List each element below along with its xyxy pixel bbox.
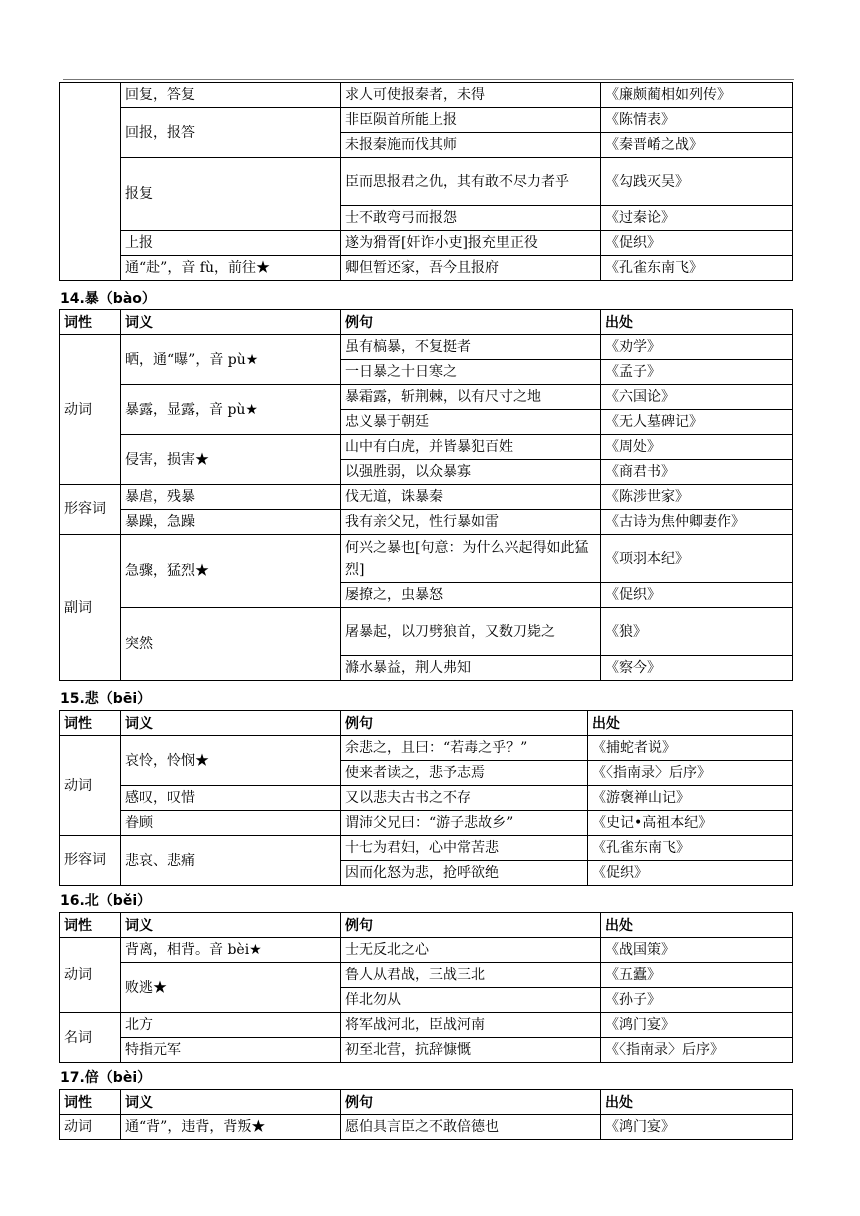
example-cell: 鲁人从君战，三战三北: [341, 963, 601, 988]
page-top-rule: [63, 79, 794, 80]
example-cell: 使来者读之，悲予志焉: [341, 761, 588, 786]
meaning-cell: 背离，相背。音 bèi★: [121, 938, 341, 963]
meaning-cell: 眷顾: [121, 811, 341, 836]
meaning-cell: 突然: [121, 608, 341, 681]
pos-cell: 动词: [60, 938, 121, 1013]
header-example: 例句: [341, 310, 601, 335]
source-cell: 《廉颇蔺相如列传》: [601, 83, 793, 108]
source-cell: 《〈指南录〉后序》: [601, 1038, 793, 1063]
example-cell: 暴霜露，斩荆棘，以有尺寸之地: [341, 385, 601, 410]
table-row: [60, 158, 793, 206]
source-cell: 《勾践灭吴》: [601, 158, 793, 206]
example-cell: 士无反北之心: [341, 938, 601, 963]
source-cell: 《〈指南录〉后序》: [588, 761, 793, 786]
source-cell: 《劝学》: [601, 335, 793, 360]
source-cell: 《战国策》: [601, 938, 793, 963]
header-pos: 词性: [60, 1090, 121, 1115]
example-cell: 一日暴之十日寒之: [341, 360, 601, 385]
table-bei-north: [59, 912, 793, 1063]
table-bei-sad: [59, 710, 793, 886]
source-cell: 《古诗为焦仲卿妻作》: [601, 510, 793, 535]
source-cell: 《陈情表》: [601, 108, 793, 133]
meaning-cell: 通“赴”，音 fù，前往★: [121, 256, 341, 281]
example-cell: 何兴之暴也[句意：为什么兴起得如此猛烈]: [341, 535, 601, 583]
example-cell: 山中有白虎，并皆暴犯百姓: [341, 435, 601, 460]
section-heading-bao: 14.暴（bào）: [60, 291, 156, 307]
table-row: [60, 963, 793, 988]
section-heading-bei-double: 17.倍（bèi）: [60, 1070, 152, 1086]
source-cell: 《五蠹》: [601, 963, 793, 988]
source-cell: 《史记•高祖本纪》: [588, 811, 793, 836]
header-meaning: 词义: [121, 711, 341, 736]
source-cell: 《游褒禅山记》: [588, 786, 793, 811]
example-cell: 卿但暂还家，吾今且报府: [341, 256, 601, 281]
table-bao: [59, 309, 793, 681]
example-cell: 虽有槁暴，不复挺者: [341, 335, 601, 360]
source-cell: 《无人墓碑记》: [601, 410, 793, 435]
meaning-cell: 回报，报答: [121, 108, 341, 158]
pos-cell: 副词: [60, 535, 121, 681]
header-source: 出处: [601, 1090, 793, 1115]
example-cell: 屠暴起，以刀劈狼首，又数刀毙之: [341, 608, 601, 656]
example-cell: 未报秦施而伐其师: [341, 133, 601, 158]
source-cell: 《孔雀东南飞》: [601, 256, 793, 281]
meaning-cell: 特指元军: [121, 1038, 341, 1063]
meaning-cell: 通“背”，违背，背叛★: [121, 1115, 341, 1140]
meaning-cell: 上报: [121, 231, 341, 256]
source-cell: 《孙子》: [601, 988, 793, 1013]
source-cell: 《鸿门宴》: [601, 1115, 793, 1140]
header-example: 例句: [341, 913, 601, 938]
section-heading-bei-sad: 15.悲（bēi）: [60, 691, 152, 707]
source-cell: 《促织》: [601, 231, 793, 256]
table-row: [60, 83, 793, 108]
table-row: [60, 1038, 793, 1063]
header-source: 出处: [601, 310, 793, 335]
meaning-cell: 哀怜，怜悯★: [121, 736, 341, 786]
section-heading-bei-north: 16.北（běi）: [60, 893, 152, 909]
table-row: [60, 1013, 793, 1038]
table-header-row: [60, 913, 793, 938]
example-cell: 愿伯具言臣之不敢倍德也: [341, 1115, 601, 1140]
table-header-row: [60, 1090, 793, 1115]
pos-cell: 动词: [60, 736, 121, 836]
source-cell: 《促织》: [588, 861, 793, 886]
pos-cell: 形容词: [60, 485, 121, 535]
meaning-cell: 暴露，显露，音 pù★: [121, 385, 341, 435]
meaning-cell: 暴虐，残暴: [121, 485, 341, 510]
table-row: [60, 786, 793, 811]
example-cell: 将军战河北，臣战河南: [341, 1013, 601, 1038]
table-row: [60, 435, 793, 460]
example-cell: 以强胜弱，以众暴寡: [341, 460, 601, 485]
example-cell: 十七为君妇，心中常苦悲: [341, 836, 588, 861]
example-cell: 臣而思报君之仇，其有敢不尽力者乎: [341, 158, 601, 206]
meaning-cell: 悲哀、悲痛: [121, 836, 341, 886]
pos-cell: 动词: [60, 335, 121, 485]
source-cell: 《项羽本纪》: [601, 535, 793, 583]
example-cell: 谓沛父兄曰：“游子悲故乡”: [341, 811, 588, 836]
header-source: 出处: [588, 711, 793, 736]
source-cell: 《过秦论》: [601, 206, 793, 231]
example-cell: 伐无道，诛暴秦: [341, 485, 601, 510]
table-row: [60, 811, 793, 836]
source-cell: 《捕蛇者说》: [588, 736, 793, 761]
source-cell: 《秦晋崤之战》: [601, 133, 793, 158]
pos-cell: 形容词: [60, 836, 121, 886]
example-cell: 又以悲夫古书之不存: [341, 786, 588, 811]
table-row: [60, 385, 793, 410]
table-row: [60, 335, 793, 360]
source-cell: 《鸿门宴》: [601, 1013, 793, 1038]
source-cell: 《周处》: [601, 435, 793, 460]
example-cell: 忠义暴于朝廷: [341, 410, 601, 435]
table-row: [60, 231, 793, 256]
meaning-cell: 北方: [121, 1013, 341, 1038]
meaning-cell: 报复: [121, 158, 341, 231]
header-source: 出处: [601, 913, 793, 938]
source-cell: 《六国论》: [601, 385, 793, 410]
table-bao-continued: [59, 82, 793, 281]
meaning-cell: 感叹，叹惜: [121, 786, 341, 811]
example-cell: 遂为猾胥[奸诈小吏]报充里正役: [341, 231, 601, 256]
table-row: [60, 510, 793, 535]
source-cell: 《孟子》: [601, 360, 793, 385]
header-meaning: 词义: [121, 310, 341, 335]
meaning-cell: 暴躁，急躁: [121, 510, 341, 535]
table-row: [60, 836, 793, 861]
table-row: [60, 608, 793, 656]
pos-cell: 动词: [60, 1115, 121, 1140]
meaning-cell: 败逃★: [121, 963, 341, 1013]
table-row: [60, 736, 793, 761]
example-cell: 余悲之，且曰：“若毒之乎？”: [341, 736, 588, 761]
example-cell: 求人可使报秦者，未得: [341, 83, 601, 108]
example-cell: 屡撩之，虫暴怒: [341, 583, 601, 608]
header-pos: 词性: [60, 913, 121, 938]
example-cell: 佯北勿从: [341, 988, 601, 1013]
example-cell: 非臣陨首所能上报: [341, 108, 601, 133]
meaning-cell: 侵害，损害★: [121, 435, 341, 485]
header-meaning: 词义: [121, 913, 341, 938]
table-row: [60, 485, 793, 510]
table-bei-double: [59, 1089, 793, 1140]
source-cell: 《陈涉世家》: [601, 485, 793, 510]
table-row: [60, 108, 793, 133]
pos-cell: 名词: [60, 1013, 121, 1063]
header-example: 例句: [341, 1090, 601, 1115]
header-meaning: 词义: [121, 1090, 341, 1115]
table-row: [60, 256, 793, 281]
table-row: [60, 535, 793, 583]
header-example: 例句: [341, 711, 588, 736]
header-pos: 词性: [60, 711, 121, 736]
source-cell: 《孔雀东南飞》: [588, 836, 793, 861]
source-cell: 《商君书》: [601, 460, 793, 485]
example-cell: 我有亲父兄，性行暴如雷: [341, 510, 601, 535]
table-row: [60, 1115, 793, 1140]
header-pos: 词性: [60, 310, 121, 335]
source-cell: 《狼》: [601, 608, 793, 656]
meaning-cell: 晒，通“曝”，音 pù★: [121, 335, 341, 385]
example-cell: 滌水暴益，荆人弗知: [341, 656, 601, 681]
source-cell: 《促织》: [601, 583, 793, 608]
table-header-row: [60, 711, 793, 736]
source-cell: 《察今》: [601, 656, 793, 681]
meaning-cell: 急骤，猛烈★: [121, 535, 341, 608]
table-row: [60, 938, 793, 963]
example-cell: 初至北营，抗辞慷慨: [341, 1038, 601, 1063]
example-cell: 士不敢弯弓而报怨: [341, 206, 601, 231]
table-header-row: [60, 310, 793, 335]
pos-cell-empty: [60, 83, 121, 281]
meaning-cell: 回复，答复: [121, 83, 341, 108]
example-cell: 因而化怒为悲，抢呼欲绝: [341, 861, 588, 886]
